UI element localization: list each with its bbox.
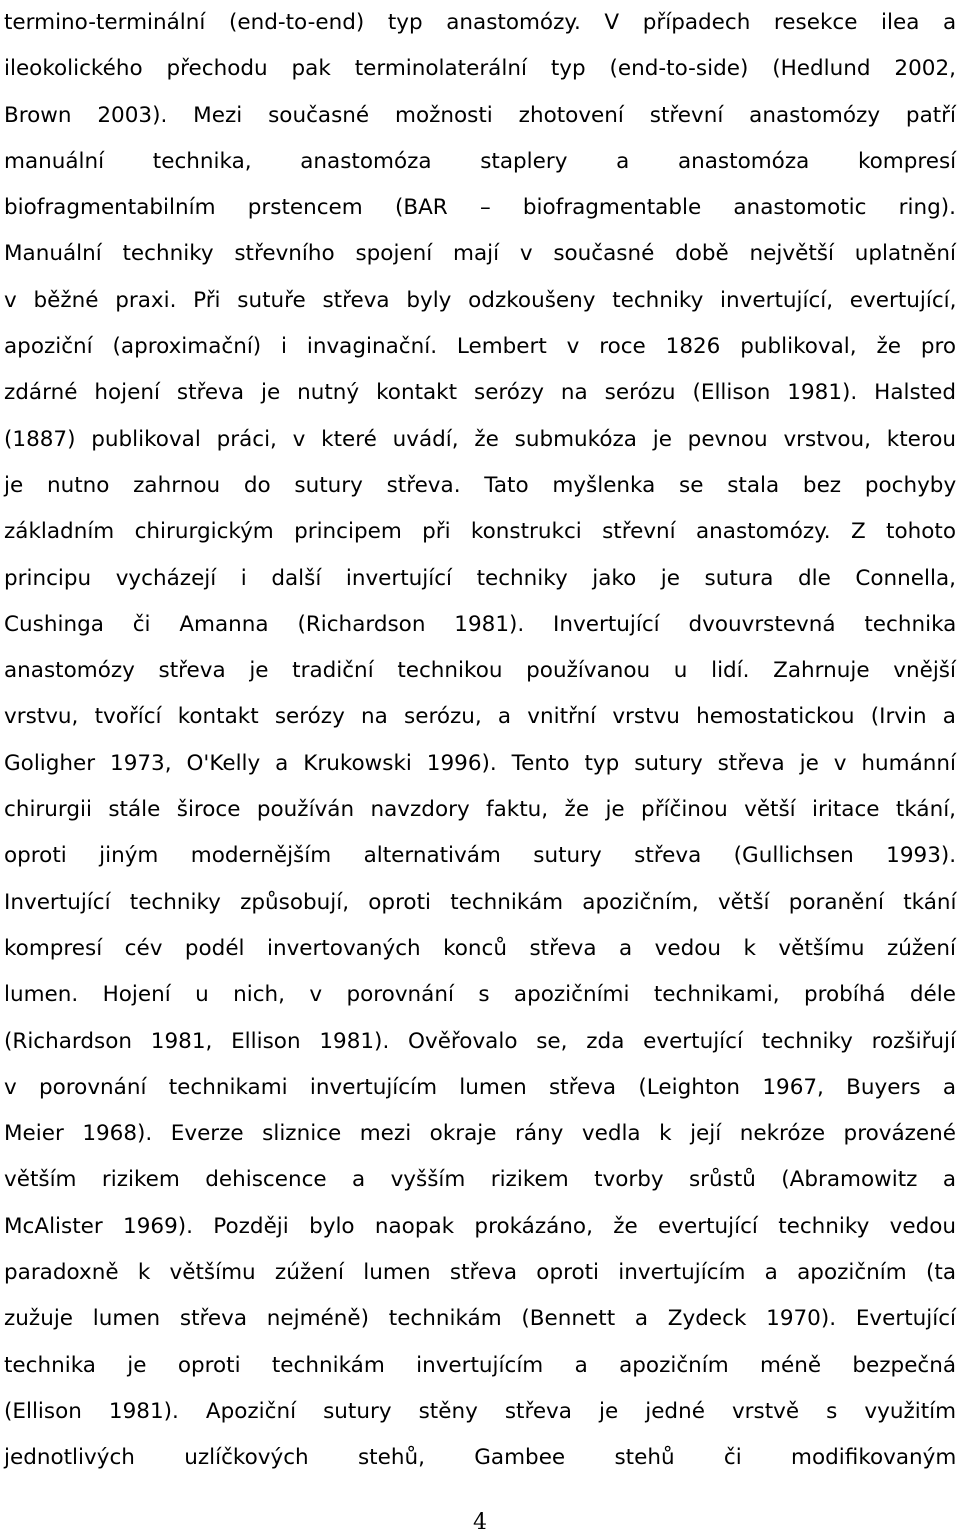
text-line: je nutno zahrnou do sutury střeva. Tato myšlenka se stala bez pochyby bbox=[4, 472, 957, 498]
text-line: termino-terminální (end-to-end) typ anastomózy. V případech resekce ilea a bbox=[4, 10, 957, 35]
text-line: apoziční (aproximační) i invaginační. Lembert v roce 1826 publikoval, že pro bbox=[4, 334, 956, 360]
body-text bbox=[4, 0, 956, 1482]
text-line: Manuální techniky střevního spojení mají v současné době největší uplatnění bbox=[4, 241, 956, 267]
text-line: jednotlivých uzlíčkových stehů, Gambee stehů či modifikovaným bbox=[4, 1445, 957, 1471]
text-line: chirurgii stále široce používán navzdory faktu, že je příčinou větší iritace tkání, bbox=[4, 797, 956, 823]
text-line: lumen. Hojení u nich, v porovnání s apozičními technikami, probíhá déle bbox=[4, 982, 956, 1008]
text-line: oproti jiným modernějším alternativám sutury střeva (Gullichsen 1993). bbox=[4, 843, 957, 869]
text-line: Cushinga či Amanna (Richardson 1981). Invertující dvouvrstevná technika bbox=[4, 611, 957, 637]
text-line: kompresí cév podél invertovaných konců střeva a vedou k většímu zúžení bbox=[4, 935, 956, 961]
text-line: Goligher 1973, O'Kelly a Krukowski 1996). Tento typ sutury střeva je v humánní bbox=[4, 750, 956, 776]
text-line: manuální technika, anastomóza staplery a anastomóza kompresí bbox=[4, 148, 957, 174]
text-line: základním chirurgickým principem při konstrukci střevní anastomózy. Z tohoto bbox=[4, 519, 956, 545]
text-line: vrstvu, tvořící kontakt serózy na serózu, a vnitřní vrstvu hemostatickou (Irvin a bbox=[4, 704, 956, 730]
text-line: zdárné hojení střeva je nutný kontakt serózy na serózu (Ellison 1981). Halsted bbox=[4, 380, 956, 406]
text-line: Invertující techniky způsobují, oproti technikám apozičním, větší poranění tkání bbox=[4, 889, 957, 915]
text-line: (Ellison 1981). Apoziční sutury stěny střeva je jedné vrstvě s využitím bbox=[4, 1398, 957, 1424]
text-line: McAlister 1969). Později bylo naopak prokázáno, že evertující techniky vedou bbox=[4, 1213, 956, 1239]
text-line: principu vycházejí i další invertující techniky jako je sutura dle Connella, bbox=[4, 565, 956, 591]
text-line: (1887) publikoval práci, v které uvádí, že submukóza je pevnou vrstvou, kterou bbox=[4, 426, 956, 452]
text-line: v běžné praxi. Při sutuře střeva byly odzkoušeny techniky invertující, evertující, bbox=[4, 287, 957, 313]
text-line: technika je oproti technikám invertujícím a apozičním méně bezpečná bbox=[4, 1352, 957, 1378]
text-line: Brown 2003). Mezi současné možnosti zhotovení střevní anastomózy patří bbox=[4, 102, 956, 128]
text-line: (Richardson 1981, Ellison 1981). Ověřovalo se, zda evertující techniky rozšiřují bbox=[4, 1028, 956, 1054]
text-line: anastomózy střeva je tradiční technikou používanou u lidí. Zahrnuje vnější bbox=[4, 658, 956, 684]
text-line: ileokolického přechodu pak terminolaterální typ (end-to-side) (Hedlund 2002, bbox=[4, 56, 956, 82]
text-line: větším rizikem dehiscence a vyšším rizikem tvorby srůstů (Abramowitz a bbox=[4, 1167, 956, 1193]
text-line: zužuje lumen střeva nejméně) technikám (Bennett a Zydeck 1970). Evertující bbox=[4, 1306, 956, 1332]
text-line: v porovnání technikami invertujícím lumen střeva (Leighton 1967, Buyers a bbox=[4, 1074, 956, 1100]
page-number: 4 bbox=[473, 1510, 487, 1535]
text-line: paradoxně k většímu zúžení lumen střeva oproti invertujícím a apozičním (ta bbox=[4, 1260, 956, 1286]
text-line: biofragmentabilním prstencem (BAR – biofragmentable anastomotic ring). bbox=[4, 195, 956, 221]
text-line: Meier 1968). Everze sliznice mezi okraje rány vedla k její nekróze provázené bbox=[4, 1121, 956, 1147]
